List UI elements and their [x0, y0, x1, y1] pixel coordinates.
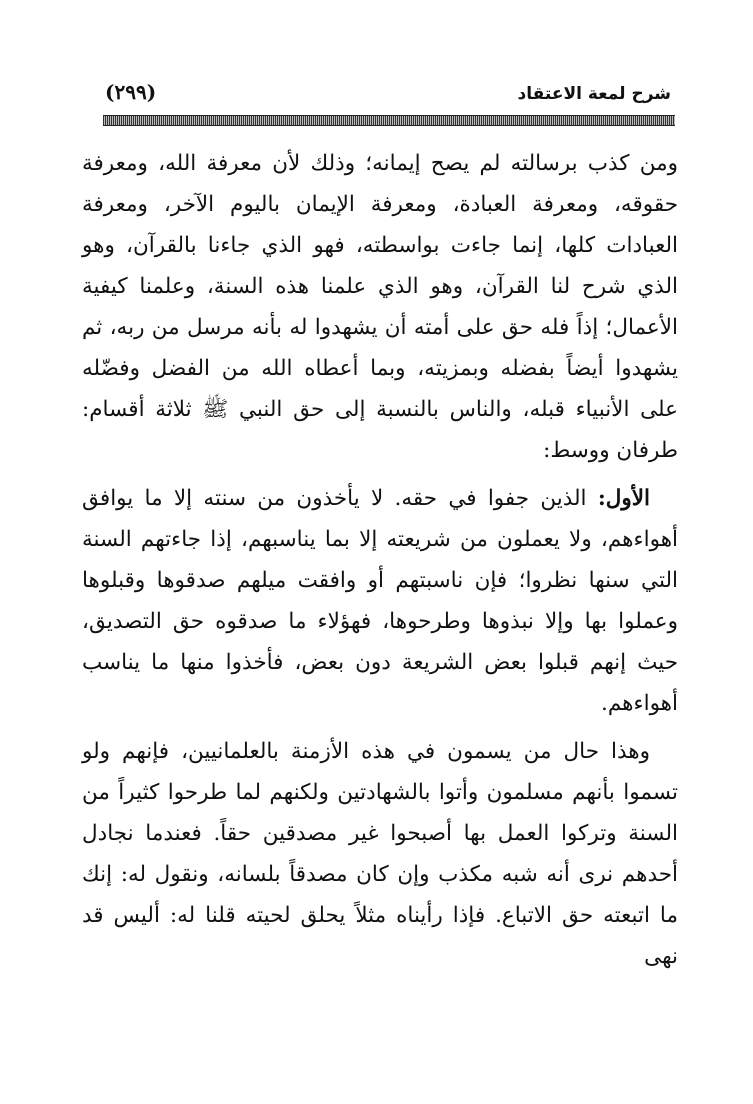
page-number: (٢٩٩) — [105, 80, 157, 104]
paragraph-2-text: الذين جفوا في حقه. لا يأخذون من سنته إلا ما يوافق أهواءهم، ولا يعملون من شريعته إلا بما يناسبهم، إذا جاءتهم السنة التي سنها نظروا؛ فإن ناسبتهم أو وافقت ميلهم صدقوها وقبلوها وعملوا بها وإلا نبذوها وطرحوها، فهؤلاء ما صدقوه حق التصديق، حيث إنهم قبلوا بعض الشريعة دون بعض، فأخذوا منها ما يناسب أهواءهم. — [82, 486, 678, 716]
body-text — [82, 143, 678, 977]
page-header — [105, 80, 671, 110]
paragraph-2-lead: الأول: — [597, 486, 650, 511]
paragraph-3-text: وهذا حال من يسمون في هذه الأزمنة بالعلمانيين، فإنهم ولو تسموا بأنهم مسلمون وأتوا بالشهادتين ولكنهم لما طرحوا كثيراً من السنة وتركوا العمل بها أصبحوا غير مصدقين حقاً. فعندما نجادل أحدهم نرى أنه شبه مكذب وإن كان مصدقاً بلسانه، ونقول له: إنك ما اتبعته حق الاتباع. فإذا رأيناه مثلاً يحلق لحيته قلنا له: أليس قد نهى — [82, 739, 678, 969]
paragraph-2 — [82, 478, 678, 724]
paragraph-1-text: ومن كذب برسالته لم يصح إيمانه؛ وذلك لأن معرفة الله، ومعرفة حقوقه، ومعرفة العبادة، ومعرفة الإيمان باليوم الآخر، ومعرفة العبادات كلها، إنما جاءت بواسطته، فهو الذي جاءنا بالقرآن، وهو الذي شرح لنا القرآن، وهو الذي علمنا هذه السنة، وعلمنا كيفية الأعمال؛ إذاً فله حق على أمته أن يشهدوا له بأنه مرسل من ربه، ثم يشهدوا أيضاً بفضله وبمزيته، وبما أعطاه الله من الفضل وفضّله على الأنبياء قبله، والناس بالنسبة إلى حق النبي ﷺ ثلاثة أقسام: طرفان ووسط: — [82, 151, 678, 463]
running-title: شرح لمعة الاعتقاد — [517, 84, 671, 104]
paragraph-3 — [82, 731, 678, 977]
header-rule — [103, 115, 675, 126]
paragraph-1 — [82, 143, 678, 471]
